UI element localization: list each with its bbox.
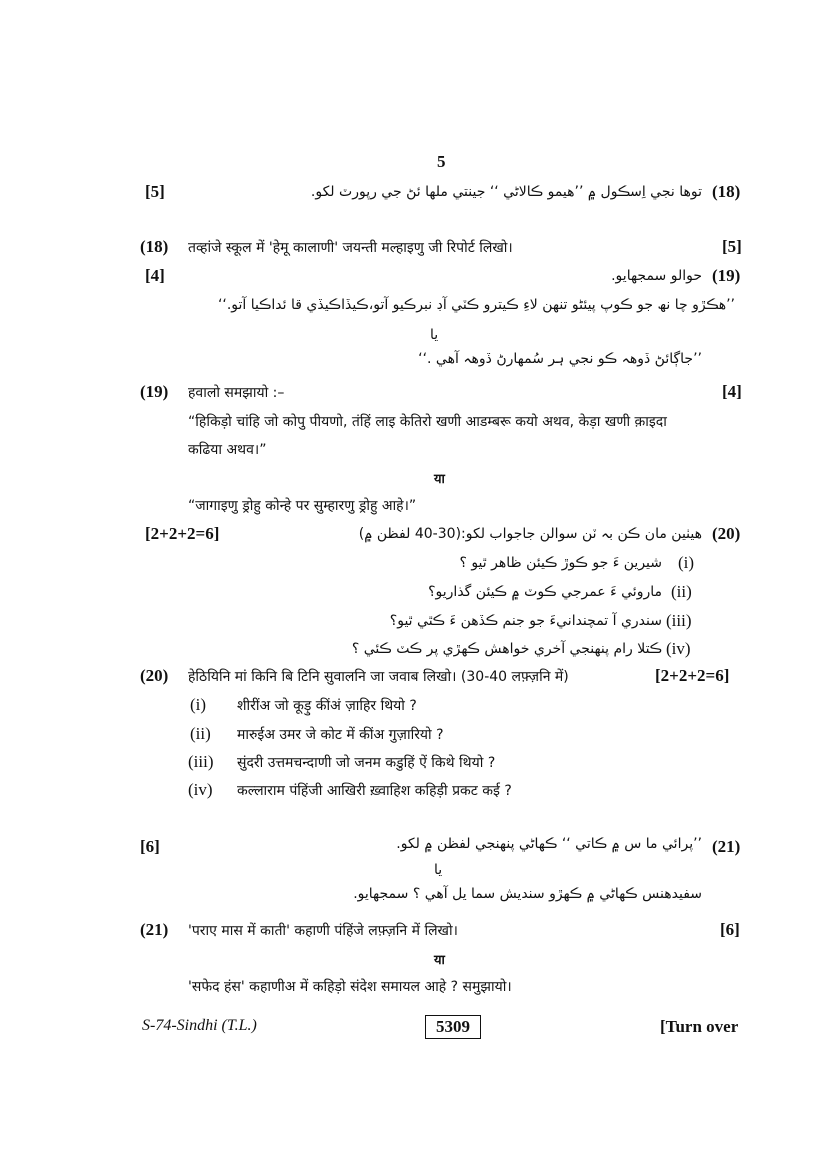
q18-hindi-number: (18) — [140, 237, 169, 256]
q20-sindhi-title: ھيٺين مان ڪن بہ ٽن سوالن جاجواب لکو:(30-40 لفظن ۾) — [358, 526, 702, 542]
q21-sindhi-or: يا — [434, 862, 443, 878]
q20-hindi-item-1-text: शीरींअ जो कूड़ु कींअं ज़ाहिर थियो ? — [237, 698, 417, 714]
q20-sindhi-item-2-num: (ii) — [671, 582, 692, 601]
q19-hindi-marks: [4] — [722, 382, 742, 401]
q20-hindi-item-4-num: (iv) — [188, 780, 213, 799]
q21-sindhi-marks: [6] — [140, 837, 160, 856]
q20-sindhi-item-4-text: ڪتلا رام پنھنجي آخري خواھش ڪھڙي پر ڪٽ ڪئي ؟ — [351, 641, 662, 657]
q20-sindhi-item-1-text: شيرين ءَ جو ڪوڙ ڪيئن ظاھر ٿيو ؟ — [459, 555, 662, 571]
q20-sindhi-item-3-num: (iii) — [666, 611, 692, 630]
paper-number-box: 5309 — [425, 1015, 481, 1039]
turn-over-label: [Turn over — [660, 1017, 739, 1036]
q20-hindi-title: हेठियिनि मां किनि बि टिनि सुवालनि जा जवाब लिखो। (30-40 लफ़्ज़नि में) — [188, 669, 569, 685]
paper-code: S-74-Sindhi (T.L.) — [142, 1017, 257, 1034]
q18-sindhi-text: توھا نجي اِسڪول ۾ ’’ھيمو ڪالاڻي ‘‘ جينتي ملھا ئڻ جي رپورٽ لکو. — [310, 184, 702, 200]
q21-hindi-number: (21) — [140, 920, 169, 939]
q19-sindhi-marks: [4] — [145, 266, 165, 285]
q19-hindi-line1: “हिकिड़ो चांहि जो कोपु पीयणो, तंहिं लाइ केतिरो खणी आडम्बरू कयो अथव, केड़ा खणी क़ाइदा — [188, 414, 667, 430]
q20-sindhi-item-4-num: (iv) — [666, 639, 691, 658]
q18-hindi-marks: [5] — [722, 237, 742, 256]
q20-hindi-item-4-text: कल्लाराम पंहिंजी आखिरी ख़्वाहिश कहिड़ी प्रकट कई ? — [237, 783, 512, 799]
q20-sindhi-item-3-text: سندري آ تمچندانيءَ جو جنم ڪڏھن ءَ ڪٿي ٿيو؟ — [389, 613, 662, 629]
q20-sindhi-item-2-text: ماروئي ءَ عمرجي ڪوٽ ۾ ڪيئن گذاريو؟ — [428, 584, 662, 600]
q19-sindhi-title: حوالو سمجھايو. — [611, 268, 702, 284]
q19-sindhi-or: يا — [430, 327, 439, 343]
q21-hindi-text: 'पराए मास में काती' कहाणी पंहिंजे लफ़्ज़नि में लिखो। — [188, 923, 458, 939]
q21-hindi-marks: [6] — [720, 920, 740, 939]
page-number: 5 — [437, 152, 446, 171]
q21-hindi-line2: 'सफेद हंस' कहाणीअ में कहिड़ो संदेश समायल आहे ? समुझायो। — [188, 979, 512, 995]
q21-sindhi-text: ’’پرائي ما س ۾ ڪاتي ‘‘ ڪھاڻي پنھنجي لفظن ۾ لکو. — [396, 836, 702, 852]
q20-hindi-item-3-num: (iii) — [188, 752, 214, 771]
q19-sindhi-number: (19) — [712, 266, 741, 285]
q18-sindhi-marks: [5] — [145, 182, 165, 201]
q20-hindi-marks: [2+2+2=6] — [655, 666, 730, 685]
q19-sindhi-line2: ’’جاڳائڻ ڏوھہ ڪو نجي ہر سُمھارڻ ڏوھہ آھي .‘‘ — [418, 351, 702, 367]
q20-sindhi-item-1-num: (i) — [678, 553, 695, 572]
q19-hindi-title: हवालो समझायो :– — [188, 385, 285, 401]
q20-hindi-item-2-num: (ii) — [190, 724, 211, 743]
q19-sindhi-line1: ’’ھڪڙو چا نھ جو ڪوپ پيئڻو تنھن لاءِ ڪيترو ڪٽي آڊ نبرڪيو آتو،ڪيڏاڪيڏي قا ئداڪيا آتو.‘‘ — [217, 297, 735, 313]
q20-hindi-item-1-num: (i) — [190, 695, 207, 714]
q21-sindhi-line2: سفيدھنس ڪھاڻي ۾ ڪھڙو سنديش سما يل آھي ؟ سمجھايو. — [353, 886, 702, 902]
q20-sindhi-marks: [2+2+2=6] — [145, 524, 220, 543]
q19-hindi-line2: कढिया अथव।” — [188, 442, 267, 458]
q20-hindi-number: (20) — [140, 666, 169, 685]
q19-hindi-or: या — [434, 472, 445, 487]
q20-hindi-item-3-text: सुंदरी उत्तमचन्दाणी जो जनम कडुहिं ऐं किथे थियो ? — [237, 755, 496, 771]
q19-hindi-line3: “जागाइणु ड्रोहु कोन्हे पर सुम्हारणु ड्रोहु आहे।” — [188, 498, 417, 514]
q19-hindi-number: (19) — [140, 382, 169, 401]
q18-hindi-text: तव्हांजे स्कूल में 'हेमू कालाणी' जयन्ती मल्हाइणु जी रिपोर्ट लिखो। — [188, 240, 513, 256]
q21-sindhi-number: (21) — [712, 837, 741, 856]
q18-sindhi-number: (18) — [712, 182, 741, 201]
q20-sindhi-number: (20) — [712, 524, 741, 543]
q21-hindi-or: या — [434, 953, 445, 968]
q20-hindi-item-2-text: मारुईअ उमर जे कोट में कींअ गुज़ारियो ? — [237, 727, 444, 743]
